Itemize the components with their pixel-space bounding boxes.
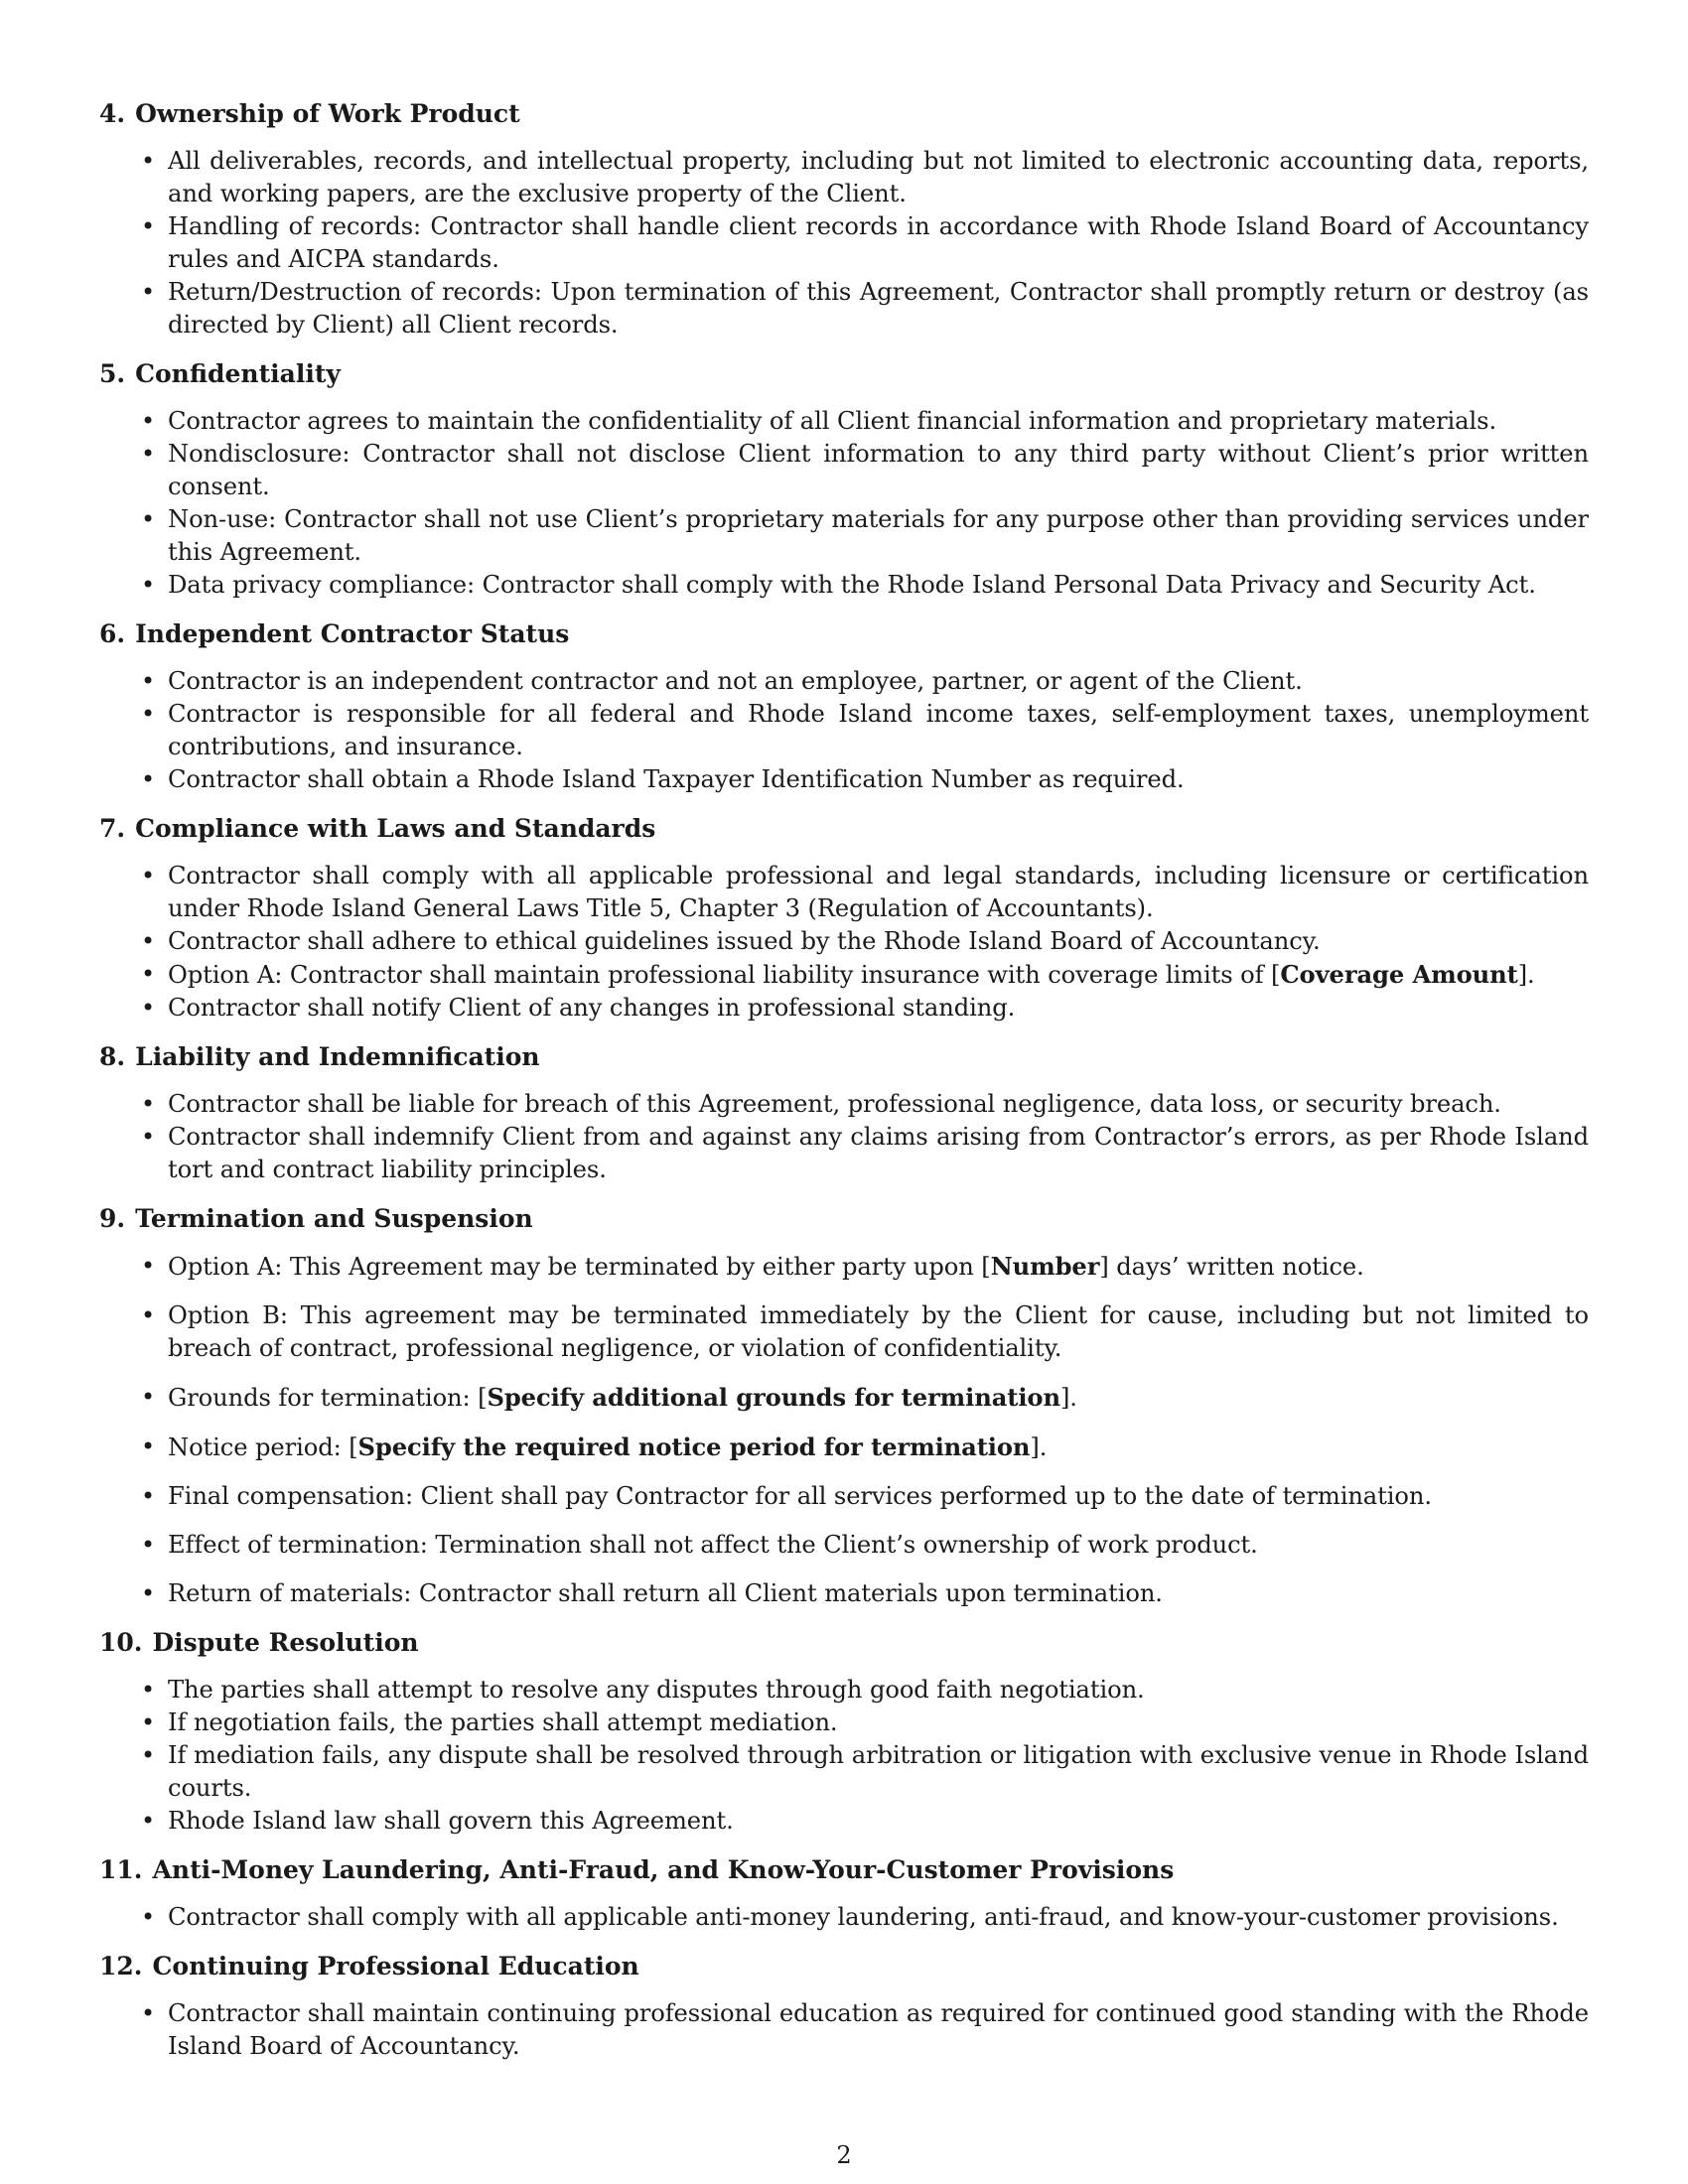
section-heading: [99, 1950, 1589, 1983]
bullet-list: [99, 1088, 1589, 1186]
section-5: [99, 357, 1589, 602]
document-page: [99, 97, 1589, 2079]
item-text: ].: [1059, 1384, 1077, 1412]
section-title: Compliance with Laws and Standards: [135, 814, 656, 843]
list-item: • Contractor shall notify Client of any changes in professional standing.: [99, 992, 1589, 1024]
section-9: [99, 1202, 1589, 1610]
list-item: • Contractor agrees to maintain the confidentiality of all Client financial information and proprietary materials.: [99, 405, 1589, 438]
bullet-list: [99, 1250, 1589, 1610]
item-text: ].: [1517, 961, 1535, 989]
section-number: 6.: [99, 619, 126, 648]
list-item: [99, 958, 1589, 992]
section-heading: [99, 357, 1589, 391]
list-item: • Contractor shall comply with all applicable anti-money laundering, anti-fraud, and know-your-customer provisions.: [99, 1901, 1589, 1934]
placeholder-field: Number: [990, 1252, 1100, 1281]
section-number: 8.: [99, 1042, 126, 1071]
list-item: • Return/Destruction of records: Upon termination of this Agreement, Contractor shall promptly return or destroy (as directed by Client) all Client records.: [99, 276, 1589, 341]
list-item: • If mediation fails, any dispute shall be resolved through arbitration or litigation with exclusive venue in Rhode Island courts.: [99, 1739, 1589, 1805]
section-12: [99, 1950, 1589, 2063]
section-number: 5.: [99, 359, 126, 388]
section-title: Liability and Indemnification: [135, 1042, 540, 1071]
list-item: • Option B: This agreement may be terminated immediately by the Client for cause, including but not limited to breach of contract, professional negligence, or violation of confidentiality.: [99, 1299, 1589, 1365]
bullet-list: [99, 1674, 1589, 1838]
section-heading: [99, 1853, 1589, 1887]
section-title: Confidentiality: [135, 359, 341, 388]
list-item: • Rhode Island law shall govern this Agreement.: [99, 1805, 1589, 1838]
bullet-list: [99, 1901, 1589, 1934]
section-6: [99, 617, 1589, 796]
section-title: Termination and Suspension: [135, 1204, 533, 1233]
item-text: Option A: Contractor shall maintain professional liability insurance with coverage limits of [: [168, 961, 1281, 989]
list-item: • Contractor shall indemnify Client from and against any claims arising from Contractor’s errors, as per Rhode Island tort and contract liability principles.: [99, 1121, 1589, 1186]
section-8: [99, 1040, 1589, 1186]
item-text: Option A: This Agreement may be terminated by either party upon [: [168, 1253, 991, 1281]
section-title: Dispute Resolution: [152, 1628, 419, 1657]
section-11: [99, 1853, 1589, 1934]
section-number: 11.: [99, 1855, 143, 1884]
section-heading: [99, 1040, 1589, 1074]
list-item: [99, 1381, 1589, 1415]
section-title: Ownership of Work Product: [135, 99, 520, 128]
bullet-list: [99, 145, 1589, 341]
placeholder-field: Specify the required notice period for termination: [357, 1433, 1031, 1461]
section-heading: [99, 1202, 1589, 1236]
item-text: Notice period: [: [168, 1433, 358, 1461]
list-item: [99, 1431, 1589, 1464]
section-number: 12.: [99, 1952, 143, 1980]
list-item: • The parties shall attempt to resolve any disputes through good faith negotiation.: [99, 1674, 1589, 1706]
list-item: • Contractor shall obtain a Rhode Island Taxpayer Identification Number as required.: [99, 763, 1589, 796]
item-text: ] days’ written notice.: [1099, 1253, 1364, 1281]
list-item: • All deliverables, records, and intellectual property, including but not limited to electronic accounting data, reports, and working papers, are the exclusive property of the Client.: [99, 145, 1589, 210]
list-item: • Contractor is responsible for all federal and Rhode Island income taxes, self-employment taxes, unemployment contributions, and insurance.: [99, 698, 1589, 763]
section-title: Anti-Money Laundering, Anti-Fraud, and Know-Your-Customer Provisions: [152, 1855, 1175, 1884]
bullet-list: [99, 1997, 1589, 2063]
section-10: [99, 1626, 1589, 1838]
item-text: Grounds for termination: [: [168, 1384, 488, 1412]
section-title: Independent Contractor Status: [135, 619, 570, 648]
bullet-list: [99, 405, 1589, 602]
bullet-list: [99, 665, 1589, 796]
list-item: • Contractor shall adhere to ethical guidelines issued by the Rhode Island Board of Accountancy.: [99, 925, 1589, 958]
list-item: [99, 1250, 1589, 1284]
section-number: 7.: [99, 814, 126, 843]
list-item: • Final compensation: Client shall pay Contractor for all services performed up to the date of termination.: [99, 1480, 1589, 1513]
section-heading: [99, 97, 1589, 131]
placeholder-field: Specify additional grounds for termination: [487, 1383, 1060, 1412]
section-heading: [99, 1626, 1589, 1660]
section-heading: [99, 617, 1589, 651]
list-item: • Contractor shall be liable for breach of this Agreement, professional negligence, data loss, or security breach.: [99, 1088, 1589, 1121]
page-number: 2: [836, 2141, 852, 2169]
section-number: 9.: [99, 1204, 126, 1233]
list-item: • Contractor shall comply with all applicable professional and legal standards, including licensure or certification under Rhode Island General Laws Title 5, Chapter 3 (Regulation of Accountants).: [99, 860, 1589, 925]
item-text: ].: [1030, 1433, 1048, 1461]
section-4: [99, 97, 1589, 341]
list-item: • Handling of records: Contractor shall handle client records in accordance with Rhode Island Board of Accountancy rules and AICPA standards.: [99, 210, 1589, 276]
list-item: • Contractor shall maintain continuing professional education as required for continued good standing with the Rhode Island Board of Accountancy.: [99, 1997, 1589, 2063]
list-item: • Nondisclosure: Contractor shall not disclose Client information to any third party without Client’s prior written consent.: [99, 438, 1589, 503]
bullet-list: [99, 860, 1589, 1024]
section-7: [99, 812, 1589, 1024]
list-item: • Return of materials: Contractor shall return all Client materials upon termination.: [99, 1577, 1589, 1610]
list-item: • Data privacy compliance: Contractor shall comply with the Rhode Island Personal Data Privacy and Security Act.: [99, 569, 1589, 602]
section-number: 4.: [99, 99, 126, 128]
placeholder-field: Coverage Amount: [1280, 960, 1518, 989]
list-item: • If negotiation fails, the parties shall attempt mediation.: [99, 1706, 1589, 1739]
section-title: Continuing Professional Education: [152, 1952, 639, 1980]
section-heading: [99, 812, 1589, 846]
section-number: 10.: [99, 1628, 143, 1657]
list-item: • Effect of termination: Termination shall not affect the Client’s ownership of work product.: [99, 1529, 1589, 1562]
list-item: • Contractor is an independent contractor and not an employee, partner, or agent of the Client.: [99, 665, 1589, 698]
list-item: • Non-use: Contractor shall not use Client’s proprietary materials for any purpose other than providing services under this Agreement.: [99, 503, 1589, 569]
